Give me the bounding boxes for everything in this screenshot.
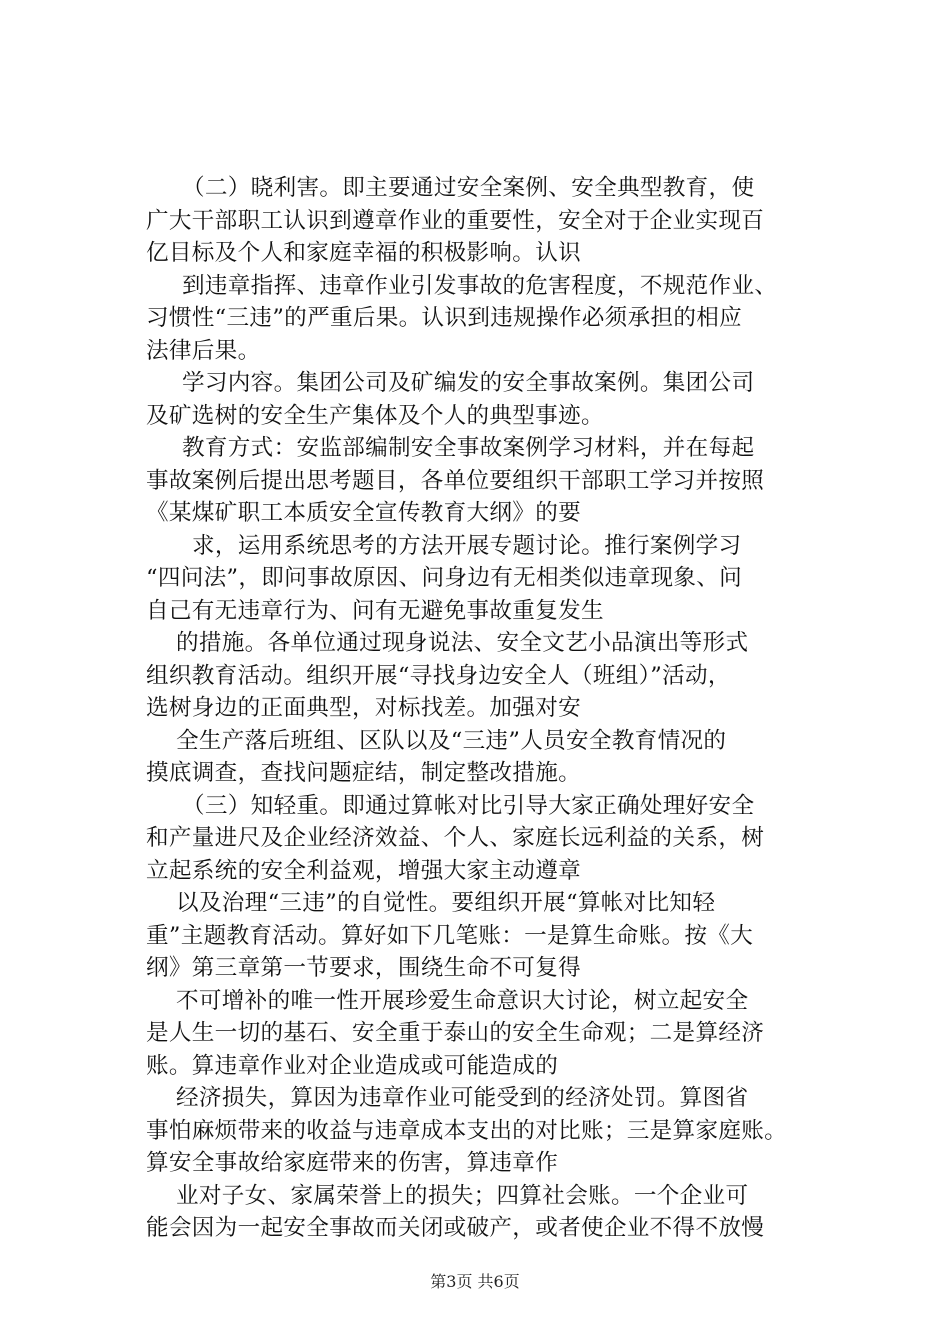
text-line: 教育方式：安监部编制安全事故案例学习材料，并在每起 bbox=[182, 435, 755, 461]
text-line: 法律后果。 bbox=[146, 337, 261, 364]
text-line: 算安全事故给家庭带来的伤害，算违章作 bbox=[146, 1150, 559, 1176]
text-line: 和产量进尺及企业经济效益、个人、家庭长远利益的关系，树 bbox=[146, 825, 765, 851]
text-line: 习惯性“三违”的严重后果。认识到违规操作必须承担的相应 bbox=[146, 305, 743, 331]
text-line: 立起系统的安全利益观，增强大家主动遵章 bbox=[146, 857, 581, 884]
text-line: 选树身边的正面典型，对标找差。加强对安 bbox=[146, 695, 581, 721]
text-line: 及矿选树的安全生产集体及个人的典型事迹。 bbox=[146, 402, 604, 429]
text-line: 组织教育活动。组织开展“寻找身边安全人（班组）”活动， bbox=[146, 662, 731, 689]
text-line: 全生产落后班组、区队以及“三违”人员安全教育情况的 bbox=[176, 727, 727, 754]
text-line: “四问法”，即问事故原因、问身边有无相类似违章现象、问 bbox=[146, 565, 743, 591]
text-line: 账。算违章作业对企业造成或可能造成的 bbox=[146, 1052, 559, 1079]
text-line: 重”主题教育活动。算好如下几笔账：一是算生命账。按《大 bbox=[146, 922, 754, 949]
body-text bbox=[146, 172, 836, 1245]
page-number-footer: 第3页 共6页 bbox=[430, 1272, 520, 1291]
text-line: 学习内容。集团公司及矿编发的安全事故案例。集团公司 bbox=[182, 370, 755, 396]
text-line: 事怕麻烦带来的收益与违章成本支出的对比账；三是算家庭账。 bbox=[146, 1117, 788, 1144]
text-line: 亿目标及个人和家庭幸福的积极影响。认识 bbox=[146, 240, 581, 266]
text-line: 是人生一切的基石、安全重于泰山的安全生命观；二是算经济 bbox=[146, 1020, 765, 1046]
text-line: 摸底调查，查找问题症结，制定整改措施。 bbox=[146, 760, 581, 786]
text-line: 经济损失，算因为违章作业可能受到的经济处罚。算图省 bbox=[176, 1085, 749, 1111]
text-line: 业对子女、家属荣誉上的损失；四算社会账。一个企业可 bbox=[176, 1182, 749, 1209]
text-line: （三）知轻重。即通过算帐对比引导大家正确处理好安全 bbox=[182, 792, 755, 819]
text-line: 到违章指挥、违章作业引发事故的危害程度，不规范作业、 bbox=[182, 272, 778, 299]
text-line: 的措施。各单位通过现身说法、安全文艺小品演出等形式 bbox=[176, 630, 749, 656]
text-line: 能会因为一起安全事故而关闭或破产，或者使企业不得不放慢 bbox=[146, 1215, 765, 1241]
text-line: 以及治理“三违”的自觉性。要组织开展“算帐对比知轻 bbox=[176, 890, 716, 916]
text-line: 不可增补的唯一性开展珍爱生命意识大讨论，树立起安全 bbox=[176, 987, 749, 1014]
text-line: 纲》第三章第一节要求，围绕生命不可复得 bbox=[146, 955, 581, 981]
text-line: 事故案例后提出思考题目，各单位要组织干部职工学习并按照 bbox=[146, 467, 765, 494]
text-line: （二）晓利害。即主要通过安全案例、安全典型教育，使 bbox=[182, 175, 755, 201]
text-line: 广大干部职工认识到遵章作业的重要性，安全对于企业实现百 bbox=[146, 207, 765, 234]
text-line: 自己有无违章行为、问有无避免事故重复发生 bbox=[146, 597, 604, 624]
text-line: 《某煤矿职工本质安全宣传教育大纲》的要 bbox=[146, 500, 581, 526]
text-line: 求，运用系统思考的方法开展专题讨论。推行案例学习 bbox=[192, 532, 742, 559]
